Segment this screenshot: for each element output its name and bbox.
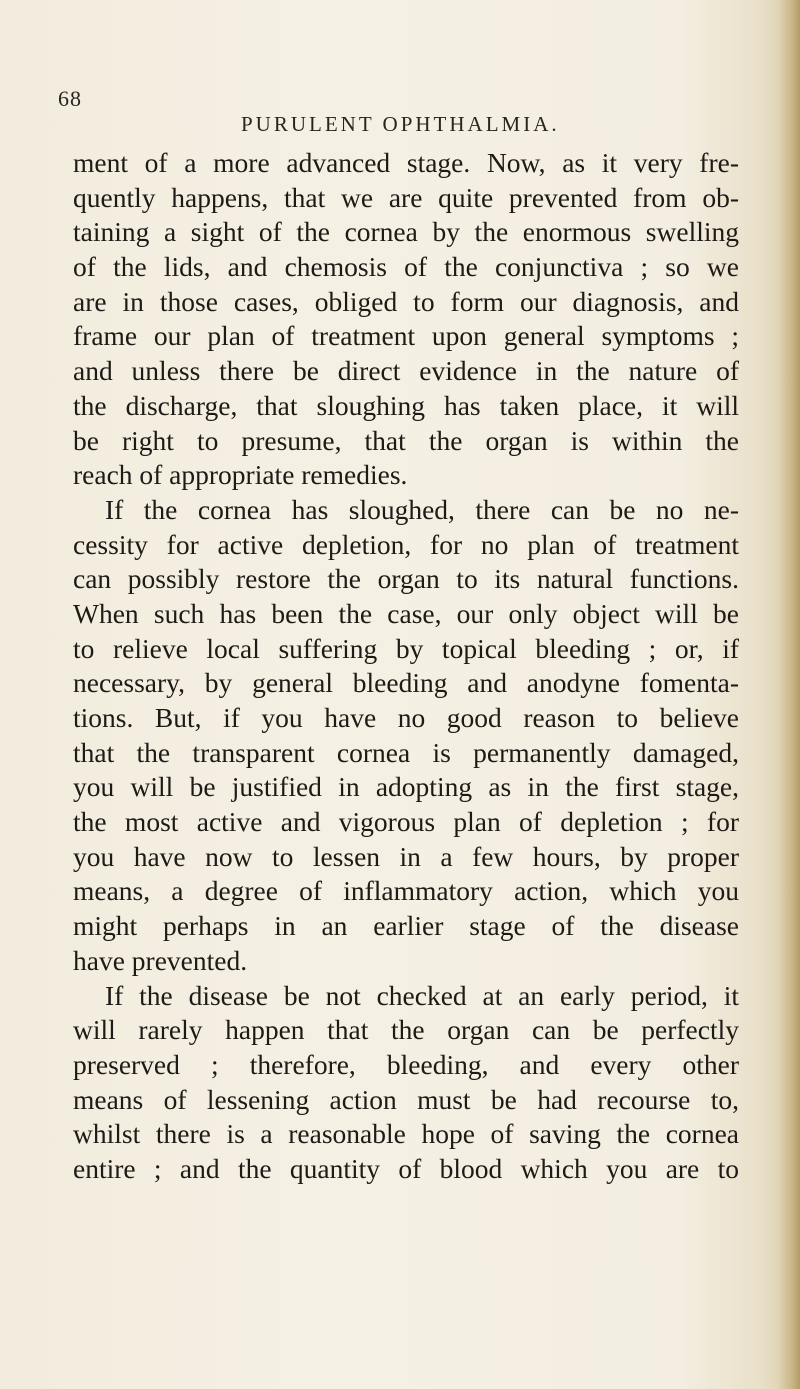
text-line: When such has been the case, our only object will be: [73, 597, 739, 629]
text-line: If the cornea has sloughed, there can be no ne-: [105, 493, 739, 525]
text-line: cessity for active depletion, for no plan of treatment: [73, 528, 739, 560]
text-line: you will be justified in adopting as in the first stage,: [73, 771, 739, 803]
text-line: of the lids, and chemosis of the conjunctiva ; so we: [73, 251, 739, 283]
text-line: entire ; and the quantity of blood which you are to: [73, 1152, 739, 1184]
text-line: tions. But, if you have no good reason to believe: [73, 702, 739, 733]
running-title: PURULENT OPHTHALMIA.: [241, 112, 560, 136]
text-line: means of lessening action must be had recourse to,: [73, 1083, 739, 1115]
body-text: [73, 146, 739, 1187]
text-line: and unless there be direct evidence in the nature of: [73, 355, 739, 387]
text-line: are in those cases, obliged to form our diagnosis, and: [73, 285, 739, 317]
text-line: ment of a more advanced stage. Now, as it very fre-: [73, 147, 739, 178]
text-line: frame our plan of treatment upon general symptoms ;: [73, 320, 739, 352]
text-line: preserved ; therefore, bleeding, and every other: [73, 1048, 739, 1080]
text-line: can possibly restore the organ to its natural functions.: [73, 563, 739, 595]
text-line: taining a sight of the cornea by the enormous swelling: [73, 216, 739, 248]
text-line: If the disease be not checked at an early period, it: [105, 979, 739, 1011]
text-line: reach of appropriate remedies.: [73, 459, 408, 491]
text-line: might perhaps in an earlier stage of the disease: [73, 910, 739, 942]
text-line: necessary, by general bleeding and anodyne fomenta-: [73, 667, 739, 699]
text-line: whilst there is a reasonable hope of saving the cornea: [73, 1118, 739, 1150]
text-line: means, a degree of inflammatory action, which you: [73, 875, 739, 907]
text-line: you have now to lessen in a few hours, by proper: [73, 840, 739, 872]
text-line: quently happens, that we are quite prevented from ob-: [73, 181, 739, 213]
text-line: the most active and vigorous plan of depletion ; for: [73, 806, 739, 838]
page-number: 68: [58, 86, 82, 111]
text-line: the discharge, that sloughing has taken place, it will: [73, 389, 739, 421]
text-line: be right to presume, that the organ is within the: [73, 424, 739, 456]
text-line: that the transparent cornea is permanently damaged,: [73, 736, 739, 768]
text-line: to relieve local suffering by topical bleeding ; or, if: [73, 632, 739, 664]
text-line: will rarely happen that the organ can be perfectly: [73, 1014, 739, 1046]
text-line: have prevented.: [73, 944, 248, 976]
page-edge-shadow: [778, 0, 800, 1389]
